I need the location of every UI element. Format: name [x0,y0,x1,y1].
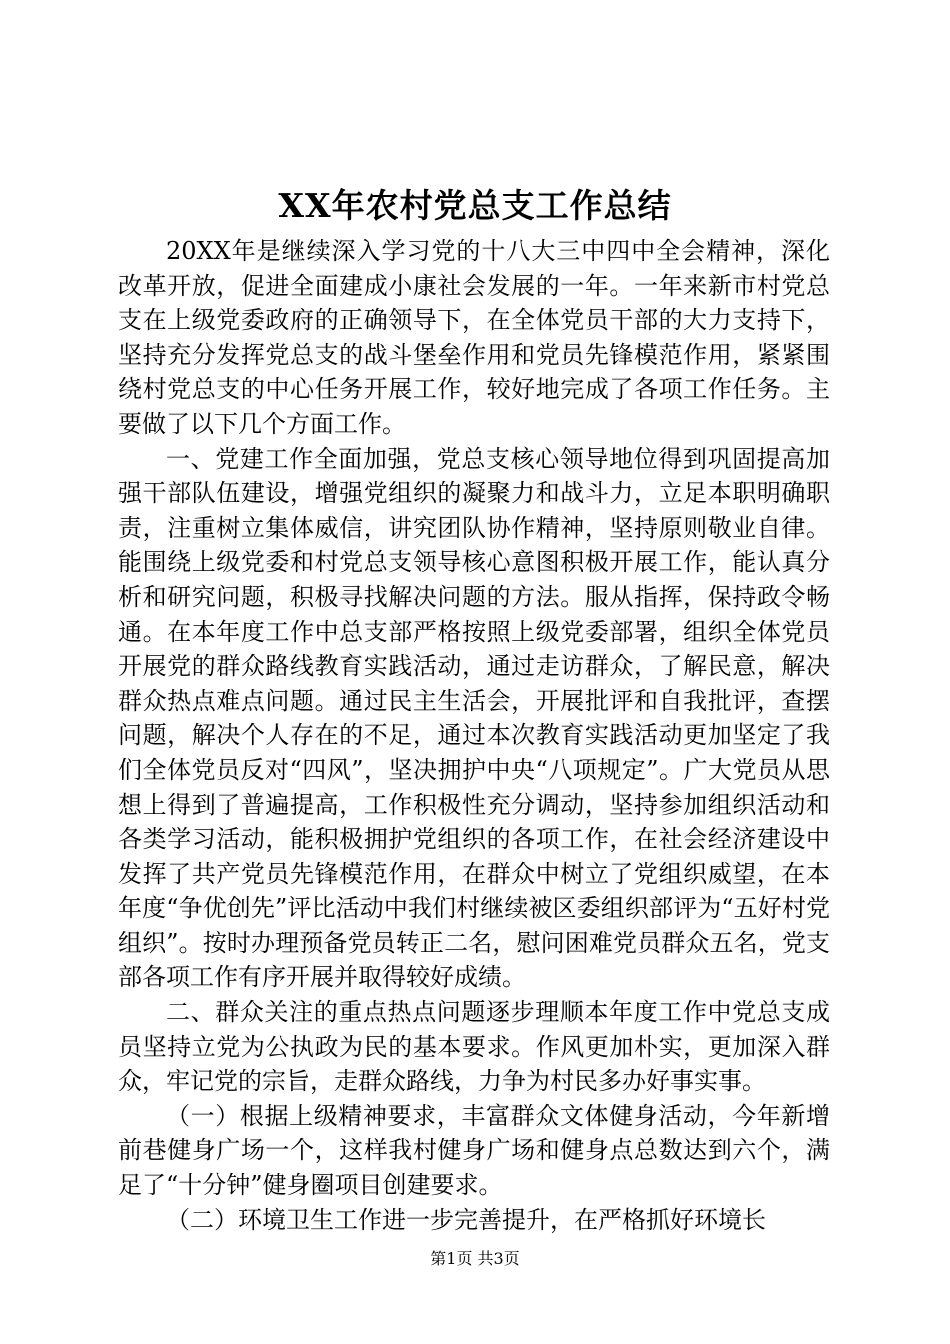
paragraph-fitness: （一）根据上级精神要求，丰富群众文体健身活动，今年新增前巷健身广场一个，这样我村健身广场和健身点总数达到六个，满足了“十分钟”健身圈项目创建要求。 [118,1101,830,1200]
document-title: XX年农村党总支工作总结 [278,186,672,225]
paragraph-environment: （二）环境卫生工作进一步完善提升，在严格抓好环境长 [166,1205,766,1234]
paragraph-public-concerns: 二、群众关注的重点热点问题逐步理顺本年度工作中党总支成员坚持立党为公执政为民的基本要求。作风更加朴实，更加深入群众，牢记党的宗旨，走群众路线，力争为村民多办好事实事。 [118,998,830,1096]
paragraph-intro: 20XX年是继续深入学习党的十八大三中四中全会精神，深化改革开放，促进全面建成小康社会发展的一年。一年来新市村党总支在上级党委政府的正确领导下，在全体党员干部的大力支持下，坚持充分发挥党总支的战斗堡垒作用和党员先锋模范作用，紧紧围绕村党总支的中心任务开展工作，较好地完成了各项工作任务。主要做了以下几个方面工作。 [118,237,830,438]
paragraph-party-building: 一、党建工作全面加强，党总支核心领导地位得到巩固提高加强干部队伍建设，增强党组织的凝聚力和战斗力，立足本职明确职责，注重树立集体威信，讲究团队协作精神，坚持原则敬业自律。能围绕上级党委和村党总支领导核心意图积极开展工作，能认真分析和研究问题，积极寻找解决问题的方法。服从指挥，保持政令畅通。在本年度工作中总支部严格按照上级党委部署，组织全体党员开展党的群众路线教育实践活动，通过走访群众，了解民意，解决群众热点难点问题。通过民主生活会，开展批评和自我批评，查摆问题，解决个人存在的不足，通过本次教育实践活动更加坚定了我们全体党员反对“四风”，坚决拥护中央“八项规定”。广大党员从思想上得到了普遍提高，工作积极性充分调动，坚持参加组织活动和各类学习活动，能积极拥护党组织的各项工作，在社会经济建设中发挥了共产党员先锋模范作用，在群众中树立了党组织威望，在本年度“争优创先”评比活动中我们村继续被区委组织部评为“五好村党组织”。按时办理预备党员转正二名，慰问困难党员群众五名，党支部各项工作有序开展并取得较好成绩。 [118,444,830,992]
document-body [118,234,830,1237]
page-footer: 第1页 共3页 [430,1249,520,1268]
